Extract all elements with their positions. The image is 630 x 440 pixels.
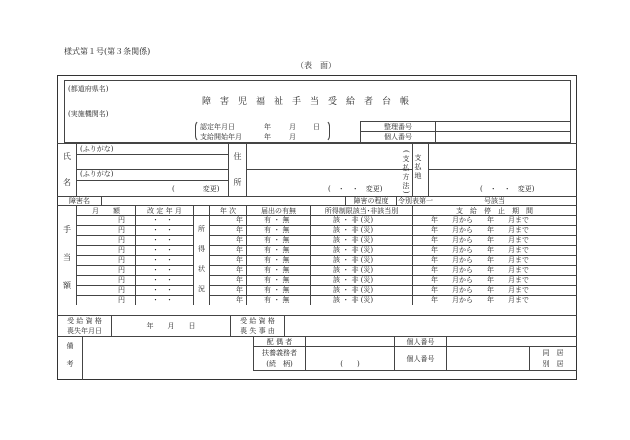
revise-dots[interactable]: ・ ・ [152, 236, 173, 244]
revise-dots[interactable]: ・ ・ [152, 256, 173, 264]
suspension-period[interactable]: 年 月から 年 月まで [431, 226, 529, 234]
loss-date-label2: 喪失年月日 [67, 326, 102, 335]
manage-no-field[interactable] [436, 122, 570, 131]
suspension-period[interactable]: 年 月から 年 月まで [431, 256, 529, 264]
supporter-personal-no-label: 個人番号 [406, 354, 435, 363]
spouse-label: 配 偶 者 [266, 337, 293, 346]
col-rule [209, 205, 210, 305]
address-field[interactable] [247, 144, 411, 169]
revise-dots[interactable]: ・ ・ [152, 276, 173, 284]
income-year[interactable]: 年 [236, 226, 243, 234]
remarks-char1: 備 [66, 342, 74, 350]
relation-value[interactable]: ( ) [340, 360, 360, 368]
notification-choice[interactable]: 有 ・ 無 [264, 266, 290, 274]
income-year[interactable]: 年 [236, 246, 243, 254]
notification-choice[interactable]: 有 ・ 無 [264, 216, 290, 224]
cohabit-option[interactable]: 同 居 [542, 349, 564, 357]
amount-yen[interactable]: 円 [118, 266, 125, 274]
revise-dots[interactable]: ・ ・ [152, 216, 173, 224]
name-char1: 氏 [63, 151, 71, 161]
loss-date-value[interactable]: 年 月 日 [146, 322, 196, 330]
limit-choice[interactable]: 該 ・ 非 (災) [333, 256, 374, 264]
name-change-note: ( 変更) [172, 185, 220, 193]
revise-dots[interactable]: ・ ・ [152, 296, 173, 304]
amount-yen[interactable]: 円 [118, 246, 125, 254]
limit-choice[interactable]: 該 ・ 非 (災) [333, 216, 374, 224]
allowance-side-char: 手 [63, 224, 71, 234]
loss-date-label1: 受 給 資 格 [67, 317, 102, 325]
personal-no-label: 個人番号 [384, 133, 412, 141]
limit-choice[interactable]: 該 ・ 非 (災) [333, 226, 374, 234]
income-year[interactable]: 年 [236, 236, 243, 244]
limit-choice[interactable]: 該 ・ 非 (災) [333, 296, 374, 304]
col-notification-header: 届出の有無 [261, 206, 296, 215]
loss-reason-field[interactable] [285, 316, 576, 336]
supporter-personal-no-field[interactable] [447, 347, 529, 370]
limit-choice[interactable]: 該 ・ 非 (災) [333, 246, 374, 254]
spouse-personal-no-label: 個人番号 [406, 337, 435, 346]
furigana-1: (ふりがな) [80, 145, 114, 153]
notification-choice[interactable]: 有 ・ 無 [264, 226, 290, 234]
limit-choice[interactable]: 該 ・ 非 (災) [333, 286, 374, 294]
notification-choice[interactable]: 有 ・ 無 [264, 246, 290, 254]
amount-yen[interactable]: 円 [118, 236, 125, 244]
relation-label: (続 柄) [266, 359, 293, 368]
side-label: （表 面） [296, 61, 336, 70]
income-year[interactable]: 年 [236, 286, 243, 294]
revise-dots[interactable]: ・ ・ [152, 266, 173, 274]
disability-name-field[interactable] [102, 197, 345, 205]
item-label: 号該当 [484, 197, 505, 205]
address-char2: 所 [233, 177, 242, 187]
pay-month: 月 [289, 133, 296, 141]
col-rule [412, 205, 413, 305]
name-field[interactable] [77, 155, 227, 169]
spouse-field[interactable] [306, 337, 394, 346]
notification-choice[interactable]: 有 ・ 無 [264, 236, 290, 244]
notification-choice[interactable]: 有 ・ 無 [264, 296, 290, 304]
income-year[interactable]: 年 [236, 216, 243, 224]
form-number: 様式第１号(第３条関係) [64, 47, 151, 56]
cert-month: 月 [289, 123, 296, 131]
amount-yen[interactable]: 円 [118, 216, 125, 224]
address-char1: 住 [233, 151, 242, 161]
disability-name-label: 障害名 [69, 197, 90, 205]
suspension-period[interactable]: 年 月から 年 月まで [431, 286, 529, 294]
col-rule [135, 205, 136, 305]
cert-day: 日 [313, 123, 320, 131]
payment-change-note: ( ・ ・ 変更) [480, 185, 535, 193]
income-side-char: 所 [198, 225, 205, 233]
col-revise-header: 改 定 年 月 [147, 206, 182, 215]
allowance-side-char: 額 [63, 280, 71, 290]
institution-label: (実施機関名) [68, 110, 109, 118]
personal-no-field[interactable] [436, 132, 570, 142]
notification-choice[interactable]: 有 ・ 無 [264, 286, 290, 294]
limit-choice[interactable]: 該 ・ 非 (災) [333, 276, 374, 284]
col-suspension-header: 支 給 停 止 期 間 [456, 206, 533, 215]
prefecture-label: (都道府県名) [68, 85, 109, 93]
amount-yen[interactable]: 円 [118, 276, 125, 284]
pay-year: 年 [264, 133, 271, 141]
payment-field[interactable] [429, 144, 576, 169]
loss-reason-label1: 受 給 資 格 [240, 317, 275, 325]
supporter-label: 扶養義務者 [262, 348, 297, 357]
amount-yen[interactable]: 円 [118, 256, 125, 264]
remarks-field[interactable] [83, 337, 253, 379]
spouse-personal-no-field[interactable] [447, 337, 576, 346]
income-year[interactable]: 年 [236, 266, 243, 274]
order-table-label: 令別表第一 [398, 197, 433, 205]
manage-no-label: 整理番号 [384, 122, 412, 131]
amount-yen[interactable]: 円 [118, 286, 125, 294]
limit-choice[interactable]: 該 ・ 非 (災) [333, 236, 374, 244]
payment-place: 支払地 [414, 154, 422, 181]
income-year[interactable]: 年 [236, 276, 243, 284]
col-rule [246, 205, 247, 305]
notification-choice[interactable]: 有 ・ 無 [264, 256, 290, 264]
income-side-char: 状 [198, 265, 205, 273]
income-side-char: 況 [198, 285, 205, 293]
suspension-period[interactable]: 年 月から 年 月まで [431, 216, 529, 224]
amount-yen[interactable]: 円 [118, 296, 125, 304]
suspension-period[interactable]: 年 月から 年 月まで [431, 236, 529, 244]
ledger-title: 障 害 児 福 祉 手 当 受 給 者 台 帳 [202, 97, 410, 107]
payment-method: (支払方法) [402, 150, 410, 196]
separate-option[interactable]: 別 居 [542, 360, 564, 368]
limit-choice[interactable]: 該 ・ 非 (災) [333, 266, 374, 274]
revise-dots[interactable]: ・ ・ [152, 226, 173, 234]
address-change-note: ( ・ ・ 変更) [328, 185, 383, 193]
suspension-period[interactable]: 年 月から 年 月まで [431, 276, 529, 284]
income-year[interactable]: 年 [236, 296, 243, 304]
revise-dots[interactable]: ・ ・ [152, 246, 173, 254]
col-year-header: 年 次 [219, 206, 237, 215]
col-rule [76, 205, 77, 305]
cert-year: 年 [264, 123, 271, 131]
col-rule [310, 205, 311, 305]
furigana-2: (ふりがな) [80, 170, 114, 178]
cert-date-label: 認定年月日 [200, 123, 235, 131]
revise-dots[interactable]: ・ ・ [152, 286, 173, 294]
remarks-char2: 考 [66, 360, 74, 368]
col-amount-header: 月 額 [92, 206, 120, 215]
disability-degree-label: 障害の程度 [353, 197, 389, 205]
income-year[interactable]: 年 [236, 256, 243, 264]
name-char2: 名 [63, 177, 71, 187]
pay-start-label: 支給開始年月 [200, 133, 242, 141]
suspension-period[interactable]: 年 月から 年 月まで [431, 266, 529, 274]
income-side-char: 得 [198, 245, 205, 253]
loss-reason-label2: 喪 失 事 由 [240, 326, 275, 335]
notification-choice[interactable]: 有 ・ 無 [264, 276, 290, 284]
allowance-side-char: 当 [63, 252, 71, 262]
amount-yen[interactable]: 円 [118, 226, 125, 234]
suspension-period[interactable]: 年 月から 年 月まで [431, 296, 529, 304]
suspension-period[interactable]: 年 月から 年 月まで [431, 246, 529, 254]
col-limit-header: 所得制限該当･非該当別 [324, 206, 399, 215]
